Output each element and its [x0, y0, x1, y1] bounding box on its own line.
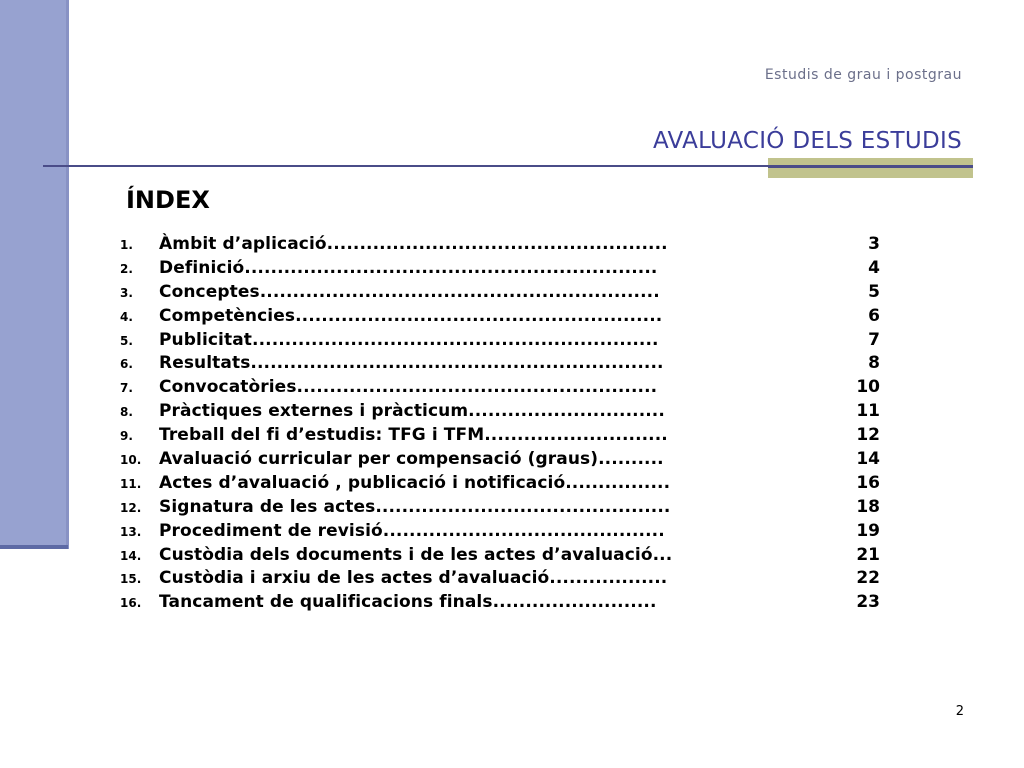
toc-item-page: 3: [868, 234, 880, 254]
toc-item-title: Convocatòries.......................................................: [159, 377, 658, 398]
toc-item: [120, 351, 890, 375]
toc-item-title: Treball del fi d’estudis: TFG i TFM............................: [159, 425, 668, 446]
toc-item-number: 1.: [120, 238, 133, 252]
toc-item-page: 16: [856, 472, 880, 493]
toc-item-number: 13.: [120, 524, 142, 539]
toc-item: [120, 495, 890, 519]
index-heading: ÍNDEX: [126, 186, 210, 214]
toc-item: [120, 519, 890, 543]
toc-item: [120, 232, 890, 256]
toc-item-title: Publicitat..............................................................: [159, 329, 659, 350]
slide-subtitle: Estudis de grau i postgrau: [764, 67, 962, 83]
toc-item-number: 2.: [120, 261, 133, 276]
slide-title: AVALUACIÓ DELS ESTUDIS: [652, 128, 962, 154]
toc-item: [120, 590, 890, 614]
toc-item-title: Signatura de les actes.............................................: [159, 496, 671, 517]
toc-item-number: 5.: [120, 333, 133, 348]
slide-page-number: 2: [955, 704, 964, 719]
left-decorative-bar: [0, 0, 68, 548]
toc-item-number: 8.: [120, 405, 133, 420]
toc-item-title: Avaluació curricular per compensació (graus)..........: [159, 449, 664, 470]
toc-item: [120, 280, 890, 304]
title-accent-block: [768, 158, 973, 178]
toc-item-title: Tancament de qualificacions finals.........................: [159, 592, 657, 613]
toc-item-page: 7: [868, 329, 880, 350]
toc-item-number: 12.: [120, 500, 142, 515]
toc-item-title: Àmbit d’aplicació....................................................: [159, 234, 668, 254]
toc-item-page: 8: [868, 353, 880, 374]
toc-item-page: 14: [856, 449, 880, 470]
toc-item-title: Actes d’avaluació , publicació i notificació................: [159, 472, 671, 493]
toc-item-title: Custòdia dels documents i de les actes d’avaluació...: [159, 544, 673, 565]
toc-item: [120, 375, 890, 399]
toc-item-page: 5: [868, 281, 880, 302]
toc-item-number: 11.: [120, 476, 142, 491]
toc-item-number: 4.: [120, 309, 133, 324]
toc-item-title: Procediment de revisió...........................................: [159, 520, 665, 541]
toc-item-page: 23: [856, 592, 880, 613]
toc-item-number: 7.: [120, 381, 133, 396]
table-of-contents: [120, 232, 890, 614]
toc-item-page: 4: [868, 257, 880, 278]
left-bar-bottom-edge: [0, 545, 68, 549]
title-divider-accent: [768, 166, 973, 168]
toc-item-number: 6.: [120, 357, 133, 372]
toc-item: [120, 471, 890, 495]
toc-item-page: 18: [856, 496, 880, 517]
toc-item: [120, 399, 890, 423]
toc-item-number: 14.: [120, 548, 142, 563]
toc-item: [120, 328, 890, 352]
toc-item-page: 11: [856, 401, 880, 422]
toc-item-number: 15.: [120, 572, 142, 587]
toc-item-page: 10: [856, 377, 880, 398]
toc-item-number: 10.: [120, 453, 142, 468]
toc-item-title: Competències........................................................: [159, 305, 663, 326]
toc-item: [120, 256, 890, 280]
toc-item: [120, 304, 890, 328]
toc-item-number: 16.: [120, 596, 142, 611]
toc-item-page: 6: [868, 305, 880, 326]
toc-item-page: 12: [856, 425, 880, 446]
toc-item: [120, 423, 890, 447]
toc-item: [120, 566, 890, 590]
toc-item-title: Resultats...............................................................: [159, 353, 664, 374]
toc-item-title: Conceptes.............................................................: [159, 281, 660, 302]
toc-item-page: 19: [856, 520, 880, 541]
toc-item-page: 22: [856, 568, 880, 589]
toc-item-title: Custòdia i arxiu de les actes d’avaluació..................: [159, 568, 668, 589]
toc-item-title: Definició...............................................................: [159, 257, 658, 278]
toc-item-number: 9.: [120, 429, 133, 444]
toc-item-title: Pràctiques externes i pràcticum..............................: [159, 401, 665, 422]
toc-item: [120, 447, 890, 471]
left-bar-border: [66, 0, 69, 549]
toc-item: [120, 543, 890, 567]
toc-item-number: 3.: [120, 285, 133, 300]
toc-item-page: 21: [856, 544, 880, 565]
